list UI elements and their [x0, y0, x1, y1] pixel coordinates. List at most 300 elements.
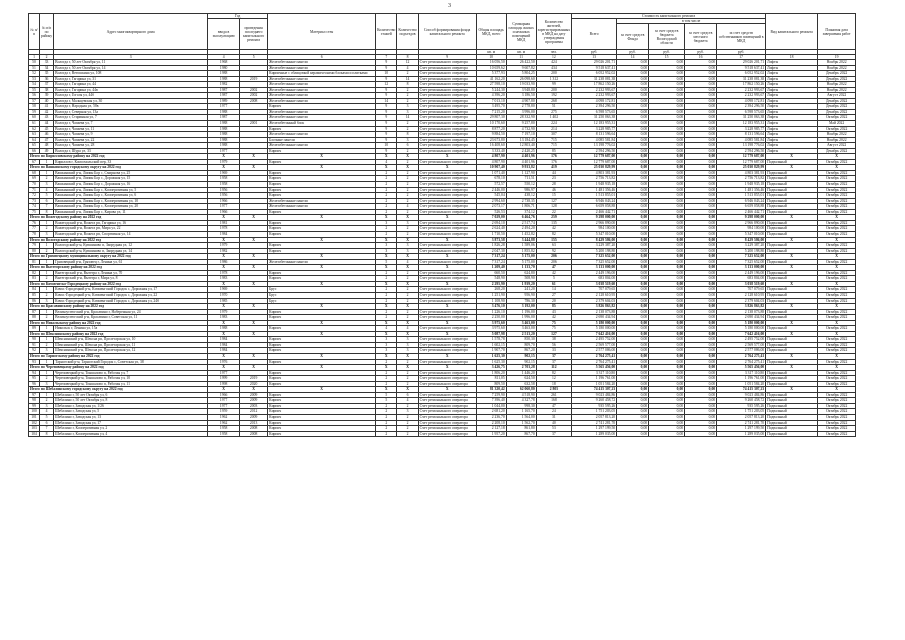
subtotal-cell: X	[818, 265, 856, 271]
table-cell: 2 494,20	[506, 226, 536, 232]
table-cell: 1983	[208, 315, 240, 321]
table-cell: 1956	[208, 187, 240, 193]
subtotal-cell: 1 209,40	[476, 265, 506, 271]
table-cell: 1988	[208, 132, 240, 138]
column-number: 2	[40, 55, 54, 60]
table-cell: 2	[376, 193, 397, 199]
table-cell: 29 807,30	[476, 115, 506, 121]
table-cell: 41	[40, 104, 54, 110]
table-cell: 2 577 086,00	[572, 348, 617, 354]
table-cell: Вологда г, Чапаева ул, 7	[54, 121, 208, 127]
table-cell: 2	[397, 231, 418, 237]
table-cell: Декабрь 2022	[818, 109, 856, 115]
table-cell: 1977	[208, 104, 240, 110]
subtotal-cell: X	[818, 254, 856, 260]
table-cell: 0,00	[649, 348, 685, 354]
table-cell: 2	[397, 287, 418, 293]
table-cell: Вологда г, Гагарина ул, 44	[54, 82, 208, 88]
subtotal-cell: 2 513,20	[506, 331, 536, 337]
table-cell: 1987	[208, 93, 240, 99]
subtotal-cell: X	[818, 353, 856, 359]
table-cell: 1977	[208, 204, 240, 210]
column-number: 12	[536, 55, 571, 60]
table-cell: Вашкинский р-н, Липин Бор с, Дорожная ул, 15	[54, 176, 208, 182]
table-cell: 2	[397, 182, 418, 188]
subtotal-cell: X	[397, 320, 418, 326]
table-cell: 42	[536, 226, 571, 232]
subtotal-cell: 2 703,28	[506, 365, 536, 371]
table-cell: 17 862 150,26	[572, 82, 617, 88]
table-cell: 1966	[208, 198, 240, 204]
table-cell: Вашкинский р-н, Липин Бор с, Смирнова ул, 25	[54, 170, 208, 176]
table-cell: 5 180 000,00	[572, 326, 617, 332]
table-cell: 1 513 855,01	[572, 193, 617, 199]
subtotal-cell: X	[818, 165, 856, 171]
col-obl: за счет средств бюджета Вологодской области	[649, 24, 685, 50]
table-cell: Подвальный	[766, 220, 818, 226]
table-cell: 75	[536, 326, 571, 332]
table-cell: 0,00	[685, 415, 717, 421]
table-cell: Счет регионального оператора	[418, 148, 476, 154]
table-cell: 0,00	[649, 398, 685, 404]
table-cell: Счет регионального оператора	[418, 220, 476, 226]
table-cell: Октябрь 2022	[818, 187, 856, 193]
table-cell: 2	[376, 204, 397, 210]
table-cell: 26 098,60	[506, 76, 536, 82]
table-cell: 86	[29, 298, 40, 304]
subtotal-cell: 7 325 652,00	[717, 254, 766, 260]
table-cell: 9	[376, 109, 397, 115]
subtotal-cell: X	[818, 387, 856, 393]
table-cell: Великоустюгский р-н, Красавино г, Советская ул, 11	[54, 315, 208, 321]
subtotal-cell: X	[397, 304, 418, 310]
table-cell: 0,00	[649, 71, 685, 77]
table-cell: 1987	[208, 87, 240, 93]
table-cell: 0,00	[685, 392, 717, 398]
table-cell: Тарногский р-н, Тарногский Городок с, Советская ул, 38	[54, 359, 208, 365]
subtotal-cell: 3 975,60	[476, 320, 506, 326]
table-cell: Счет регионального оператора	[418, 204, 476, 210]
table-cell: 1 452,82	[506, 231, 536, 237]
table-cell: 2	[376, 187, 397, 193]
subtotal-cell: X	[240, 304, 268, 310]
table-cell: 0,00	[617, 270, 649, 276]
table-cell: 0,00	[685, 137, 717, 143]
table-cell: 42	[536, 315, 571, 321]
table-cell: 0,00	[617, 93, 649, 99]
table-cell: 68	[29, 170, 40, 176]
table-cell: 2	[397, 193, 418, 199]
table-cell: Лифты	[766, 137, 818, 143]
table-cell: Брус	[268, 298, 376, 304]
table-cell: Лифты	[766, 76, 818, 82]
table-cell: Подвальный	[766, 198, 818, 204]
table-cell: 1 196 761,00	[717, 376, 766, 382]
table-cell: 711,51	[506, 176, 536, 182]
table-cell: 2 232 993,67	[717, 87, 766, 93]
subtotal-cell: 0,00	[649, 254, 685, 260]
table-cell: 2	[40, 376, 54, 382]
capital-repair-register-table	[28, 13, 856, 437]
subtotal-label: Итого по Шекснинскому району на 2022 год	[29, 331, 208, 337]
table-cell: 5	[376, 392, 397, 398]
table-cell: 1988	[208, 76, 240, 82]
table-cell: 2 624,40	[476, 226, 506, 232]
subtotal-cell: 0,00	[617, 387, 649, 393]
table-cell: 53	[29, 76, 40, 82]
col-year-group: Год	[208, 14, 268, 19]
table-cell: 20	[536, 298, 571, 304]
column-number: 18	[766, 55, 818, 60]
table-cell: 48	[40, 143, 54, 149]
table-cell: 3	[376, 348, 397, 354]
table-cell: 2 594 296,50	[572, 148, 617, 154]
table-cell: 2 232 993,67	[572, 87, 617, 93]
subtotal-cell: 0,00	[685, 331, 717, 337]
table-cell: 58	[29, 104, 40, 110]
table-cell: 0,00	[685, 65, 717, 71]
table-cell: 0,00	[649, 409, 685, 415]
table-cell: 307	[536, 132, 571, 138]
table-cell: 92	[29, 348, 40, 354]
table-cell: 1 855,82	[506, 248, 536, 254]
table-cell: 2	[397, 93, 418, 99]
table-cell: 3	[397, 337, 418, 343]
table-cell: 1962	[208, 415, 240, 421]
table-cell: 2	[40, 292, 54, 298]
table-cell: 0,00	[685, 226, 717, 232]
table-cell: 2008	[240, 426, 268, 432]
table-cell: 4 732,90	[506, 126, 536, 132]
table-cell: 3	[397, 243, 418, 249]
table-cell: 9	[376, 121, 397, 127]
table-cell: Кирпич	[268, 176, 376, 182]
table-cell: 2	[397, 187, 418, 193]
subtotal-cell: 47	[536, 265, 571, 271]
table-cell: 0,00	[649, 109, 685, 115]
table-cell: Кирпич	[268, 182, 376, 188]
table-cell: 0,00	[649, 182, 685, 188]
subtotal-cell: 5 180 000,00	[717, 320, 766, 326]
col-residents: Количество жителей, зарегистрированных в МКД на дату утверждения программы	[536, 14, 571, 50]
table-cell: 0,00	[685, 420, 717, 426]
table-cell: Счет регионального оператора	[418, 326, 476, 332]
subtotal-cell: X	[268, 215, 376, 221]
table-cell: 0,00	[685, 104, 717, 110]
unit-total: руб.	[572, 50, 617, 55]
table-cell: 0,00	[617, 276, 649, 282]
table-cell: 1	[40, 259, 54, 265]
table-cell: 2003	[240, 403, 268, 409]
table-cell: 0,00	[617, 220, 649, 226]
table-cell: 0,00	[617, 231, 649, 237]
table-cell: Счет регионального оператора	[418, 248, 476, 254]
table-cell: 0,00	[685, 76, 717, 82]
subtotal-label: Итого по Вытегорскому району на 2022 год	[29, 265, 208, 271]
table-cell: Кирпич	[268, 376, 376, 382]
subtotal-cell: X	[766, 365, 818, 371]
table-cell: 2019	[240, 76, 268, 82]
table-cell: 29 026 201,71	[717, 60, 766, 66]
table-cell: Счет регионального оператора	[418, 126, 476, 132]
table-cell: 14	[536, 287, 571, 293]
table-cell: Октябрь 2022	[818, 415, 856, 421]
subtotal-cell: 0,00	[649, 215, 685, 221]
table-header	[29, 14, 856, 60]
table-cell: 2 232 993,67	[717, 93, 766, 99]
table-cell: 3	[397, 104, 418, 110]
subtotal-cell: 0,00	[617, 365, 649, 371]
table-cell: 2	[397, 298, 418, 304]
table-cell: 28	[536, 182, 571, 188]
table-cell: 0,00	[649, 415, 685, 421]
table-cell: 6	[397, 392, 418, 398]
table-cell: 76	[29, 220, 40, 226]
subtotal-cell: 7 325 652,00	[572, 254, 617, 260]
table-cell: 46	[40, 132, 54, 138]
table-cell: 3 228 985,77	[572, 126, 617, 132]
table-cell: 12 183 955,31	[717, 121, 766, 127]
table-cell: Кирпич	[268, 193, 376, 199]
subtotal-cell: 0,00	[617, 281, 649, 287]
table-cell: 47	[536, 403, 571, 409]
table-cell: 548,90	[476, 276, 506, 282]
table-cell: 0,00	[617, 415, 649, 421]
table-cell: 1966	[208, 209, 240, 215]
table-cell: Подвальный	[766, 415, 818, 421]
subtotal-cell: 2 764 275,41	[572, 353, 617, 359]
table-cell: 0,00	[617, 226, 649, 232]
subtotal-cell: 0,00	[649, 154, 685, 160]
table-cell: 12 779 687,00	[572, 159, 617, 165]
table-cell: 0,00	[617, 104, 649, 110]
table-cell: 66	[29, 148, 40, 154]
table-cell: 6	[40, 420, 54, 426]
subtotal-cell: 25 030 829,99	[572, 165, 617, 171]
subtotal-cell: X	[397, 215, 418, 221]
table-cell: 0,00	[617, 403, 649, 409]
table-cell: Шебалино г, Кооперативная ул, 4	[54, 431, 208, 437]
table-cell: 2 764 275,41	[717, 359, 766, 365]
table-cell: 19 033,90	[506, 82, 536, 88]
table-cell: 8	[40, 431, 54, 437]
table-cell: 1 196 761,00	[572, 376, 617, 382]
subtotal-cell: X	[418, 254, 476, 260]
table-cell: Кирпич	[268, 415, 376, 421]
table-cell: 94	[29, 370, 40, 376]
table-cell: 2 073,17	[476, 204, 506, 210]
table-cell: 0,00	[649, 231, 685, 237]
table-cell: 1976	[208, 359, 240, 365]
table-cell: Кирпич	[268, 348, 376, 354]
table-cell: 2 394 296,50	[572, 104, 617, 110]
table-cell: Октябрь 2022	[818, 409, 856, 415]
subtotal-cell: X	[240, 165, 268, 171]
table-cell: 1977	[208, 370, 240, 376]
table-cell: Ноябрь 2022	[818, 60, 856, 66]
table-cell: 1 578,78	[476, 337, 506, 343]
table-cell: 1	[40, 159, 54, 165]
table-cell: 5	[536, 276, 571, 282]
table-cell: 8 131 596,64	[572, 132, 617, 138]
table-cell: 956,90	[506, 292, 536, 298]
table-cell: 2	[376, 376, 397, 382]
table-cell: 0,00	[649, 226, 685, 232]
table-cell: 526,53	[476, 209, 506, 215]
table-cell: 12	[397, 60, 418, 66]
table-cell: Вологда г, Чапаева ул, 9	[54, 132, 208, 138]
subtotal-cell: 0,00	[685, 265, 717, 271]
subtotal-cell: 2 295,90	[476, 281, 506, 287]
subtotal-cell: X	[376, 215, 397, 221]
table-cell: 4 907,80	[506, 98, 536, 104]
subtotal-cell: 0,00	[617, 154, 649, 160]
table-cell: Ноябрь 2022	[818, 82, 856, 88]
table-cell: 1998	[208, 381, 240, 387]
table-cell: Шекснинский р-н, Шексна рп, Пролетарская ул, 10	[54, 337, 208, 343]
table-cell: 168	[536, 398, 571, 404]
table-cell: Кирпич	[268, 231, 376, 237]
table-cell: 1 948 935,18	[572, 182, 617, 188]
table-cell: 2	[40, 315, 54, 321]
table-cell: 87	[29, 309, 40, 315]
subtotal-cell: X	[208, 365, 240, 371]
table-cell: 1968	[208, 60, 240, 66]
table-cell: 0,00	[617, 259, 649, 265]
table-cell: Счет регионального оператора	[418, 376, 476, 382]
table-cell: 38	[40, 87, 54, 93]
table-cell: 0,00	[617, 298, 649, 304]
table-cell: 34	[40, 65, 54, 71]
table-cell: Счет регионального оператора	[418, 65, 476, 71]
table-cell: 0,00	[617, 87, 649, 93]
subtotal-cell: X	[208, 154, 240, 160]
table-cell: 2 741 281,70	[572, 420, 617, 426]
table-cell: 3	[397, 137, 418, 143]
subtotal-cell: X	[240, 387, 268, 393]
table-cell: 715	[536, 143, 571, 149]
table-cell: 56	[536, 342, 571, 348]
table-cell: 0,00	[649, 420, 685, 426]
subtotal-cell: 2 764 275,41	[717, 353, 766, 359]
table-cell: 23	[536, 176, 571, 182]
table-cell: 0,00	[685, 193, 717, 199]
table-cell: 8 131 596,64	[717, 132, 766, 138]
table-cell: 28 332,90	[506, 115, 536, 121]
table-cell: 92	[536, 248, 571, 254]
table-cell: 0,00	[649, 82, 685, 88]
unit-area: кв. м	[476, 50, 506, 55]
table-cell: 2 466 442,71	[572, 209, 617, 215]
table-cell: 12	[376, 82, 397, 88]
table-cell: 0,00	[617, 132, 649, 138]
table-cell: 0,00	[617, 126, 649, 132]
subtotal-cell: X	[208, 331, 240, 337]
table-cell: 0,00	[685, 243, 717, 249]
table-cell: 1 625,30	[476, 359, 506, 365]
column-number: 9	[418, 55, 476, 60]
table-cell: 10 659,62	[476, 65, 506, 71]
unit-fed: руб.	[617, 50, 649, 55]
subtotal-cell: 85	[536, 304, 571, 310]
table-cell: 4 098 172,81	[717, 98, 766, 104]
table-cell: 3 229 387,20	[572, 243, 617, 249]
table-cell: 0,00	[617, 170, 649, 176]
table-cell: 2 681,20	[476, 409, 506, 415]
col-overhaul: проведения последнего капитального ремонта	[240, 19, 268, 50]
table-cell: 3 333,40	[476, 148, 506, 154]
table-body	[29, 60, 856, 437]
subtotal-cell: X	[397, 387, 418, 393]
table-cell: 0,00	[617, 337, 649, 343]
table-cell: 3 996,00	[506, 109, 536, 115]
table-cell: 2 449 196,00	[717, 270, 766, 276]
subtotal-cell: X	[376, 304, 397, 310]
table-cell: 9	[376, 93, 397, 99]
table-cell: 811,05	[476, 376, 506, 382]
table-cell: 9 260 458,72	[572, 398, 617, 404]
subtotal-cell: 5 175,00	[506, 254, 536, 260]
column-number: 8	[397, 55, 418, 60]
table-cell: 37	[40, 82, 54, 88]
table-cell: 0,00	[685, 270, 717, 276]
subtotal-cell: X	[268, 304, 376, 310]
table-cell: Подвальный	[766, 176, 818, 182]
table-cell: Октябрь 2022	[818, 159, 856, 165]
table-cell: Счет регионального оператора	[418, 193, 476, 199]
subtotal-cell: 902,15	[506, 353, 536, 359]
subtotal-cell: 4 401,96	[506, 154, 536, 160]
table-cell: 0,00	[685, 381, 717, 387]
table-cell: 31 238 081,38	[717, 76, 766, 82]
table-cell: Кирпичные с облицовкой керамическими блоками и плитками	[268, 71, 376, 77]
table-cell: 2002	[240, 87, 268, 93]
table-cell: 2	[397, 426, 418, 432]
table-cell: 1985	[208, 298, 240, 304]
table-cell: 624,50	[506, 376, 536, 382]
table-cell: Счет регионального оператора	[418, 121, 476, 127]
table-cell: 0,00	[685, 337, 717, 343]
subtotal-cell: X	[766, 281, 818, 287]
table-cell: Октябрь 2022	[818, 243, 856, 249]
table-cell: 2	[397, 309, 418, 315]
table-cell: Счет регионального оператора	[418, 176, 476, 182]
table-cell: Вологда г, Чапаева ул, 22	[54, 137, 208, 143]
table-cell: 4	[40, 187, 54, 193]
subtotal-cell: X	[418, 165, 476, 171]
table-cell: Подвальный	[766, 381, 818, 387]
table-cell: 5 200 198,80	[717, 248, 766, 254]
table-cell: Лифты	[766, 132, 818, 138]
table-cell: Октябрь 2022	[818, 126, 856, 132]
table-cell: 4 803 381,93	[717, 170, 766, 176]
table-cell: 0,00	[685, 204, 717, 210]
table-cell: Октябрь 2022	[818, 270, 856, 276]
table-cell: 44	[40, 121, 54, 127]
table-cell: 200	[536, 87, 571, 93]
table-cell: 2	[397, 87, 418, 93]
table-cell: 2 690 434,94	[572, 315, 617, 321]
table-cell: 0,00	[685, 426, 717, 432]
table-cell: 3	[376, 248, 397, 254]
table-cell: 2 690 434,94	[717, 315, 766, 321]
table-cell: 2	[376, 315, 397, 321]
table-cell: 95	[29, 376, 40, 382]
subtotal-cell: X	[418, 304, 476, 310]
table-cell: Кирпич	[268, 420, 376, 426]
table-cell: 0,00	[617, 109, 649, 115]
subtotal-cell: X	[268, 154, 376, 160]
